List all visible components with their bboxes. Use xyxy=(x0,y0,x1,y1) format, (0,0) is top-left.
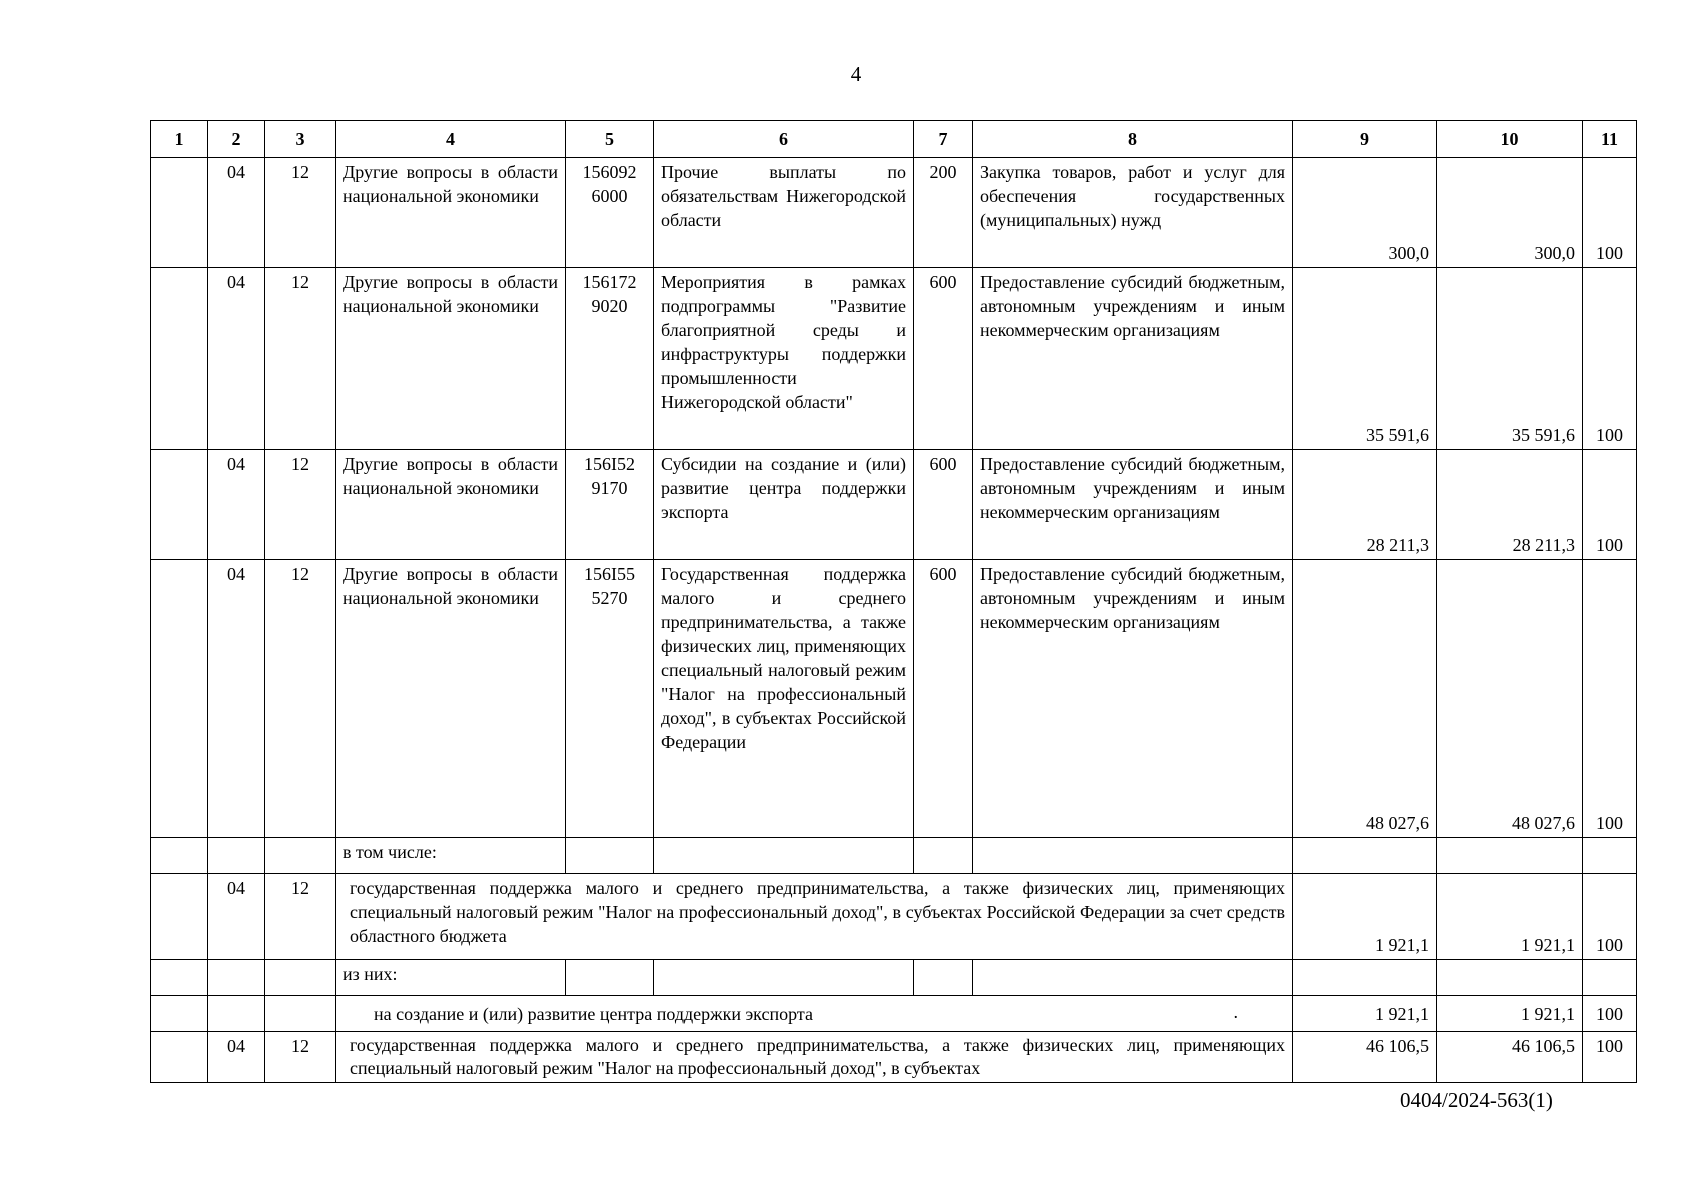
table-row-wide xyxy=(151,874,1637,960)
cell-subsection: 12 xyxy=(265,268,336,450)
cell-target-code: 156172 9020 xyxy=(566,268,654,450)
cell-empty xyxy=(1293,960,1437,996)
cell-percent: 100 xyxy=(1583,450,1637,560)
cell-section: 04 xyxy=(208,450,265,560)
column-header: 1 xyxy=(151,121,208,158)
cell-empty xyxy=(151,838,208,874)
cell-target-name: Прочие выплаты по обязательствам Нижегородской области xyxy=(654,158,914,268)
cell-expense-name: Предоставление субсидий бюджетным, автономным учреждениям и иным некоммерческим организациям xyxy=(973,560,1293,838)
cell-section: 04 xyxy=(208,158,265,268)
cell-empty xyxy=(151,450,208,560)
cell-empty xyxy=(1293,838,1437,874)
cell-empty xyxy=(151,996,208,1032)
document-id: 0404/2024-563(1) xyxy=(1400,1088,1553,1112)
table-row xyxy=(151,158,1637,268)
header-row xyxy=(151,121,1637,158)
cell-empty xyxy=(1583,960,1637,996)
cell-empty xyxy=(151,1032,208,1083)
cell-target-name: Государственная поддержка малого и среднего предпринимательства, а также физических лиц, применяющих специальный налоговый режим "Налог на профессиональный доход", в субъектах Российской Федерации xyxy=(654,560,914,838)
cell-section: 04 xyxy=(208,268,265,450)
page-number: 4 xyxy=(850,62,862,86)
cell-percent: 100 xyxy=(1583,158,1637,268)
cell-empty xyxy=(1437,960,1583,996)
table-row-label xyxy=(151,838,1637,874)
cell-expense-type: 200 xyxy=(914,158,973,268)
table-row xyxy=(151,450,1637,560)
cell-section: 04 xyxy=(208,560,265,838)
cell-plan: 300,0 xyxy=(1293,158,1437,268)
cell-empty xyxy=(151,560,208,838)
cell-empty xyxy=(566,838,654,874)
cell-section-name: Другие вопросы в области национальной экономики xyxy=(336,560,566,838)
budget-table xyxy=(150,120,1637,1083)
column-header: 11 xyxy=(1583,121,1637,158)
cell-section-name: Другие вопросы в области национальной экономики xyxy=(336,450,566,560)
wide-description-text: на создание и (или) развитие центра поддержки экспорта xyxy=(374,1003,813,1024)
cell-target-code: 156I55 5270 xyxy=(566,560,654,838)
cell-empty xyxy=(654,838,914,874)
cell-empty xyxy=(265,960,336,996)
stray-mark: . xyxy=(1233,1002,1238,1022)
column-header: 10 xyxy=(1437,121,1583,158)
column-header: 2 xyxy=(208,121,265,158)
cell-empty xyxy=(566,960,654,996)
table-row xyxy=(151,560,1637,838)
cell-percent: 100 xyxy=(1583,874,1637,960)
cell-subsection: 12 xyxy=(265,1032,336,1083)
cell-empty xyxy=(208,838,265,874)
column-header: 5 xyxy=(566,121,654,158)
table-row xyxy=(151,268,1637,450)
cell-empty xyxy=(208,960,265,996)
cell-empty xyxy=(914,838,973,874)
cell-subsection: 12 xyxy=(265,874,336,960)
cell-empty xyxy=(265,996,336,1032)
cell-section-name: Другие вопросы в области национальной экономики xyxy=(336,268,566,450)
cell-wide-description: государственная поддержка малого и среднего предпринимательства, а также физических лиц, применяющих специальный налоговый режим "Налог на профессиональный доход", в субъектах Российской Федерации за счет средств областного бюджета xyxy=(336,874,1293,960)
cell-actual: 1 921,1 xyxy=(1437,996,1583,1032)
cell-actual: 1 921,1 xyxy=(1437,874,1583,960)
cell-actual: 28 211,3 xyxy=(1437,450,1583,560)
cell-expense-name: Предоставление субсидий бюджетным, автономным учреждениям и иным некоммерческим организациям xyxy=(973,268,1293,450)
cell-target-name: Мероприятия в рамках подпрограммы "Развитие благоприятной среды и инфраструктуры поддержки промышленности Нижегородской области" xyxy=(654,268,914,450)
cell-target-name: Субсидии на создание и (или) развитие центра поддержки экспорта xyxy=(654,450,914,560)
table-row-wide xyxy=(151,996,1637,1032)
cell-plan: 35 591,6 xyxy=(1293,268,1437,450)
cell-empty xyxy=(973,838,1293,874)
cell-percent: 100 xyxy=(1583,560,1637,838)
cell-plan: 48 027,6 xyxy=(1293,560,1437,838)
table-row-label xyxy=(151,960,1637,996)
column-header: 3 xyxy=(265,121,336,158)
cell-empty xyxy=(654,960,914,996)
cell-actual: 35 591,6 xyxy=(1437,268,1583,450)
cell-empty xyxy=(151,874,208,960)
cell-subsection: 12 xyxy=(265,450,336,560)
cell-expense-name: Закупка товаров, работ и услуг для обеспечения государственных (муниципальных) нужд xyxy=(973,158,1293,268)
cell-plan: 28 211,3 xyxy=(1293,450,1437,560)
cell-wide-description: государственная поддержка малого и среднего предпринимательства, а также физических лиц, применяющих специальный налоговый режим "Налог на профессиональный доход", в субъектах xyxy=(336,1032,1293,1083)
table-row-wide xyxy=(151,1032,1637,1083)
column-header: 7 xyxy=(914,121,973,158)
label-including: в том числе: xyxy=(336,838,566,874)
cell-actual: 48 027,6 xyxy=(1437,560,1583,838)
cell-empty xyxy=(265,838,336,874)
cell-empty xyxy=(208,996,265,1032)
cell-section: 04 xyxy=(208,874,265,960)
cell-target-code: 156I52 9170 xyxy=(566,450,654,560)
cell-section: 04 xyxy=(208,1032,265,1083)
column-header: 4 xyxy=(336,121,566,158)
cell-expense-type: 600 xyxy=(914,268,973,450)
cell-plan: 1 921,1 xyxy=(1293,874,1437,960)
cell-percent: 100 xyxy=(1583,268,1637,450)
cell-empty xyxy=(1437,838,1583,874)
cell-expense-type: 600 xyxy=(914,560,973,838)
column-header: 6 xyxy=(654,121,914,158)
cell-empty xyxy=(914,960,973,996)
column-header: 9 xyxy=(1293,121,1437,158)
cell-empty xyxy=(151,268,208,450)
cell-subsection: 12 xyxy=(265,560,336,838)
column-header: 8 xyxy=(973,121,1293,158)
label-of-them: из них: xyxy=(336,960,566,996)
cell-empty xyxy=(151,158,208,268)
cell-empty xyxy=(973,960,1293,996)
cell-actual: 46 106,5 xyxy=(1437,1032,1583,1083)
cell-wide-description xyxy=(336,996,1293,1032)
cell-section-name: Другие вопросы в области национальной экономики xyxy=(336,158,566,268)
cell-empty xyxy=(1583,838,1637,874)
cell-percent: 100 xyxy=(1583,996,1637,1032)
cell-actual: 300,0 xyxy=(1437,158,1583,268)
cell-expense-type: 600 xyxy=(914,450,973,560)
cell-target-code: 156092 6000 xyxy=(566,158,654,268)
cell-subsection: 12 xyxy=(265,158,336,268)
cell-plan: 46 106,5 xyxy=(1293,1032,1437,1083)
cell-plan: 1 921,1 xyxy=(1293,996,1437,1032)
cell-percent: 100 xyxy=(1583,1032,1637,1083)
cell-expense-name: Предоставление субсидий бюджетным, автономным учреждениям и иным некоммерческим организациям xyxy=(973,450,1293,560)
cell-empty xyxy=(151,960,208,996)
